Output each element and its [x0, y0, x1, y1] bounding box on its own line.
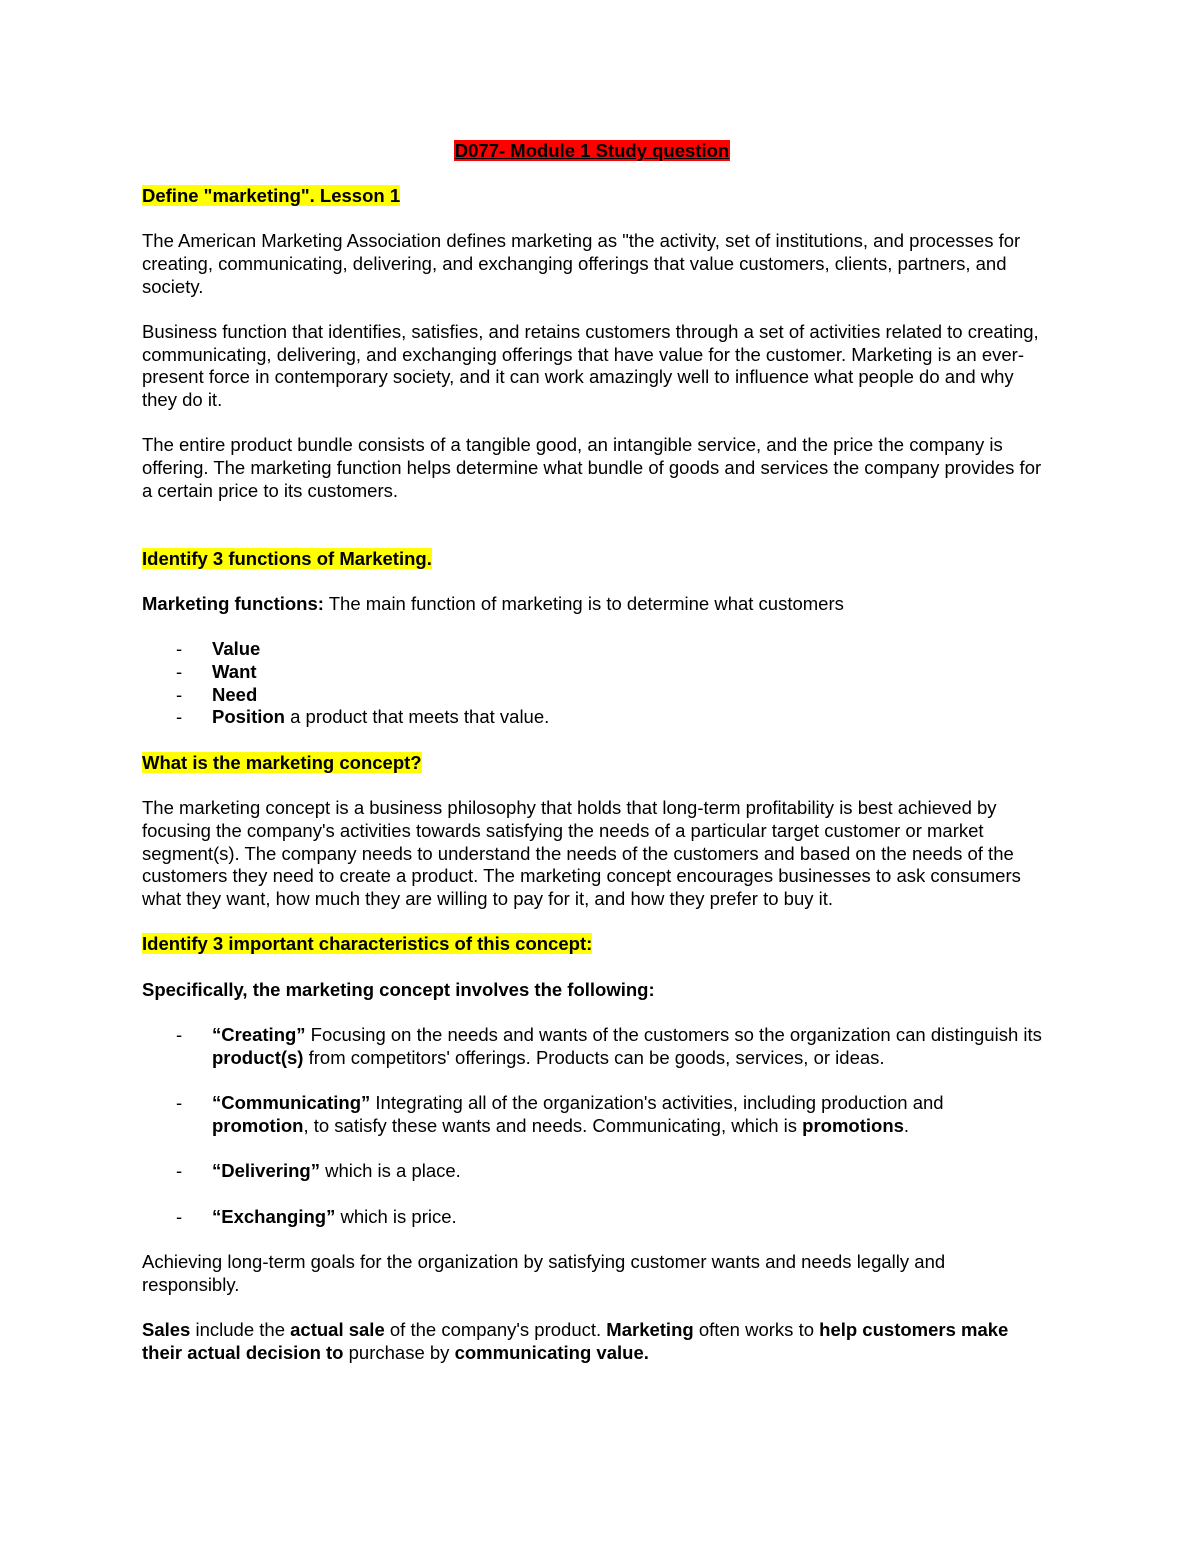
- title-row: [142, 140, 1042, 163]
- highlighted-heading: What is the marketing concept?: [142, 751, 422, 773]
- list-item: [142, 706, 1042, 729]
- list-item: [142, 684, 1042, 707]
- intro-text: The main function of marketing is to determine what customers: [323, 592, 844, 614]
- item-bold: “Creating”: [212, 1024, 306, 1046]
- list-item: [142, 638, 1042, 661]
- sales-bold: Marketing: [606, 1319, 694, 1341]
- highlighted-heading: Identify 3 functions of Marketing.: [142, 547, 432, 569]
- intro-bold: Specifically, the marketing concept involves the following:: [142, 978, 655, 1000]
- list-item-delivering: [142, 1160, 1042, 1183]
- sales-text: include the: [190, 1319, 291, 1341]
- sales-paragraph: [142, 1319, 1042, 1364]
- list-item-creating: [142, 1024, 1042, 1069]
- item-bold: Need: [212, 683, 258, 705]
- characteristics-intro: [142, 979, 1042, 1002]
- intro-bold: Marketing functions:: [142, 592, 324, 614]
- document-title: D077- Module 1 Study question: [454, 140, 730, 161]
- item-text: which is a place.: [319, 1160, 461, 1182]
- item-bold: Value: [212, 638, 261, 660]
- item-bold: product(s): [212, 1046, 304, 1068]
- sales-text: purchase by: [343, 1341, 455, 1363]
- document-page: [142, 140, 1042, 1387]
- item-text: .: [903, 1114, 910, 1136]
- section-marketing-concept-heading: [142, 752, 1042, 775]
- ama-definition-paragraph: The American Marketing Association defines marketing as "the activity, set of institutions, and processes for creating, communicating, delivering, and exchanging offerings that value customers, clients, partners, and society.: [142, 230, 1021, 297]
- item-text: , to satisfy these wants and needs. Communicating, which is: [303, 1114, 803, 1136]
- item-bold: promotion: [212, 1114, 304, 1136]
- functions-list: [142, 638, 1042, 729]
- list-item: [142, 661, 1042, 684]
- characteristics-list: [142, 1024, 1042, 1228]
- sales-bold: help customers make their actual decision to: [142, 1319, 1009, 1363]
- item-bold: “Delivering”: [212, 1160, 320, 1182]
- list-item-communicating: [142, 1092, 1042, 1137]
- item-bold: “Exchanging”: [212, 1205, 336, 1227]
- item-text: from competitors' offerings. Products can be goods, services, or ideas.: [303, 1046, 885, 1068]
- item-bold: promotions: [802, 1114, 904, 1136]
- sales-text: of the company's product.: [384, 1319, 607, 1341]
- section-characteristics-heading: [142, 933, 1042, 956]
- item-text: which is price.: [335, 1205, 457, 1227]
- section-define-marketing-heading: [142, 185, 1042, 208]
- highlighted-heading: Identify 3 important characteristics of this concept:: [142, 933, 593, 955]
- section-functions-heading: [142, 548, 1042, 571]
- highlighted-heading: Define "marketing". Lesson 1: [142, 184, 401, 206]
- item-text: a product that meets that value.: [284, 706, 550, 728]
- long-term-goals-paragraph: Achieving long-term goals for the organization by satisfying customer wants and needs legally and responsibly.: [142, 1251, 946, 1295]
- item-bold: Want: [212, 660, 257, 682]
- item-bold: Position: [212, 706, 285, 728]
- sales-bold: Sales: [142, 1319, 191, 1341]
- list-item-exchanging: [142, 1206, 1042, 1229]
- item-text: Integrating all of the organization's activities, including production and: [370, 1092, 944, 1114]
- item-bold: “Communicating”: [212, 1092, 371, 1114]
- product-bundle-paragraph: The entire product bundle consists of a tangible good, an intangible service, and the price the company is offering. The marketing function helps determine what bundle of goods and services the company provides for a certain price to its customers.: [142, 434, 1042, 501]
- sales-bold: actual sale: [290, 1319, 385, 1341]
- sales-bold: communicating value.: [454, 1341, 649, 1363]
- item-text: Focusing on the needs and wants of the customers so the organization can distinguish its: [305, 1024, 1042, 1046]
- marketing-concept-paragraph: The marketing concept is a business philosophy that holds that long-term profitability is best achieved by focusing the company's activities towards satisfying the needs of a particular target customer or market segment(s). The company needs to understand the needs of the customers and based on the needs of the customers they need to create a product. The marketing concept encourages businesses to ask consumers what they want, how much they are willing to pay for it, and how they prefer to buy it.: [142, 797, 1021, 909]
- business-function-paragraph: Business function that identifies, satisfies, and retains customers through a set of activities related to creating, communicating, delivering, and exchanging offerings that have value for the customer. Marketing is an ever-present force in contemporary society, and it can work amazingly well to influence what people do and why they do it.: [142, 320, 1039, 410]
- marketing-functions-intro: [142, 593, 1042, 616]
- sales-text: often works to: [693, 1319, 820, 1341]
